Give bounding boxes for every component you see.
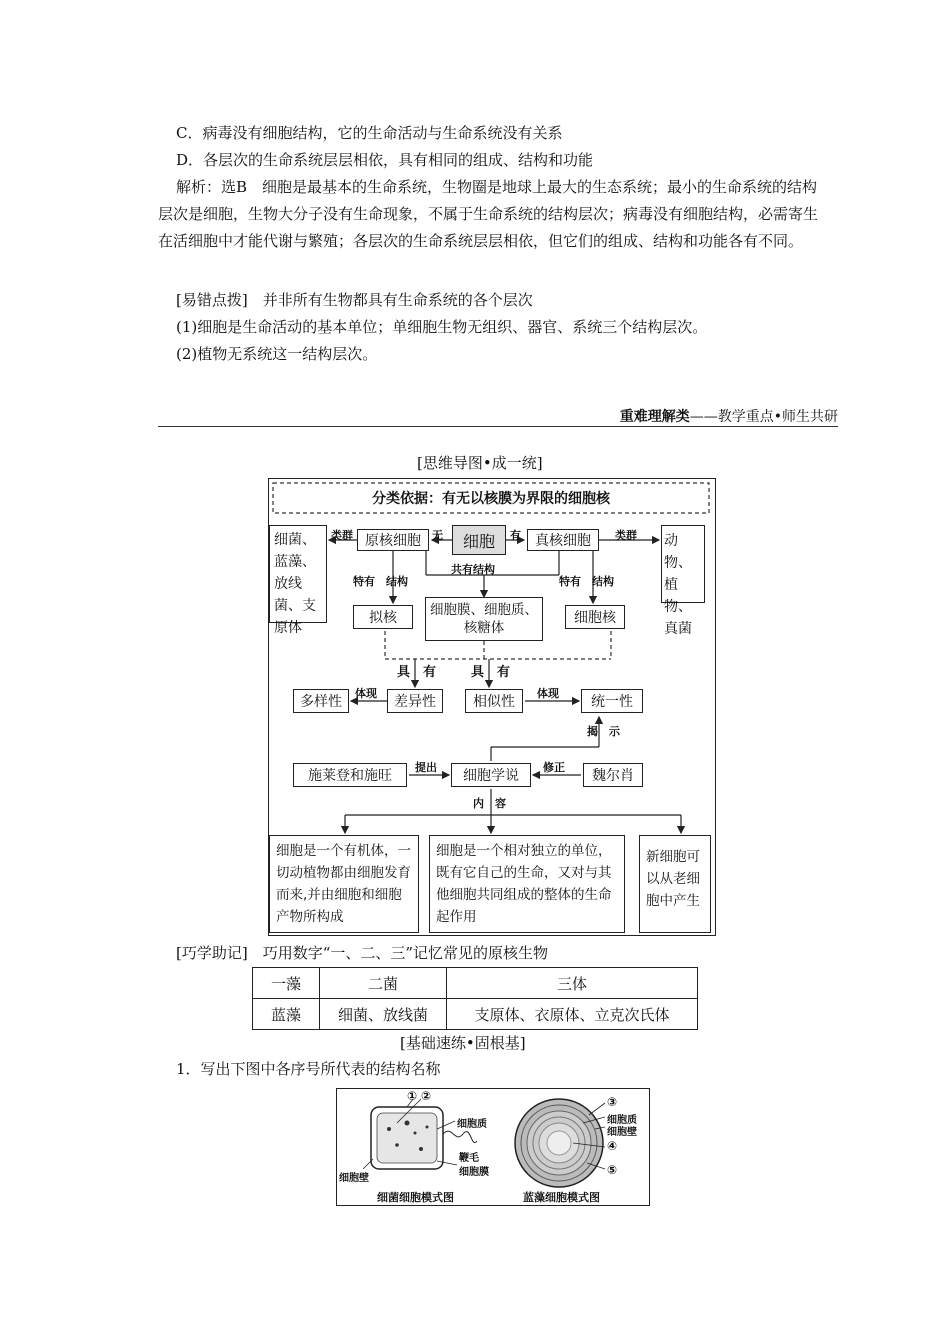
special-label-right: 特有 结构: [559, 575, 614, 588]
banner-rest: ——教学重点•师生共研: [689, 409, 838, 425]
label-n4: ④: [607, 1139, 618, 1153]
schleiden-schwann-node: 施莱登和施旺: [293, 763, 407, 787]
table-cell: 蓝藻: [253, 999, 320, 1030]
theory-content-1: 细胞是一个有机体，一切动植物都由细胞发育而来,并由细胞和细胞产物所构成: [269, 835, 419, 933]
common-label: 共有结构: [451, 563, 495, 576]
label-wall: 细胞壁: [339, 1173, 369, 1184]
label-membrane: 细胞膜: [459, 1167, 489, 1178]
label-cytoplasm-right: 细胞质: [607, 1115, 637, 1126]
special-label-left: 特有 结构: [353, 575, 408, 588]
theory-content-2: 细胞是一个相对独立的单位，既有它自己的生命，又对与其他细胞共同组成的整体的生命起作用: [429, 835, 625, 933]
banner-tag: [606, 406, 838, 426]
cell-theory-node: 细胞学说: [451, 763, 531, 787]
error-tip-item-1: (1)细胞是生命活动的基本单位；单细胞生物无组织、器官、系统三个结构层次。: [176, 318, 708, 336]
similarity-node: 相似性: [465, 689, 523, 713]
theory-content-3: 新细胞可以从老细胞中产生: [639, 835, 711, 933]
error-tip-item-2: (2)植物无系统这一结构层次。: [176, 345, 378, 363]
diversity-node: 多样性: [293, 689, 349, 713]
criterion-label: 分类依据：有无以核膜为界限的细胞核: [372, 491, 610, 507]
content-label: 内 容: [473, 797, 506, 810]
prokaryote-node: 原核细胞: [357, 529, 429, 551]
cell-node: 细胞: [452, 525, 506, 555]
table-row: [253, 999, 698, 1030]
has-label-right: 具 有: [471, 665, 511, 680]
banner-bold: 重难理解类: [619, 409, 690, 425]
has-label-left: 具 有: [397, 665, 437, 680]
common-structures-node: 细胞膜、细胞质、核糖体: [425, 597, 543, 641]
eukaryote-node: 真核细胞: [527, 529, 599, 551]
eukaryote-examples: 动物、植物、真菌: [661, 525, 705, 603]
algae-caption: 蓝藻细胞模式图: [523, 1191, 600, 1204]
question-1: 1．写出下图中各序号所代表的结构名称: [176, 1060, 441, 1078]
group-label-left: 类群: [331, 529, 353, 542]
label-wall-right: 细胞壁: [607, 1127, 637, 1138]
reflect-label-left: 体现: [355, 687, 377, 700]
difference-node: 差异性: [387, 689, 443, 713]
virchow-node: 魏尔肖: [583, 763, 643, 787]
label-n5: ⑤: [607, 1163, 618, 1177]
mindmap-heading: [思维导图•成一统]: [417, 454, 543, 472]
table-cell: 二菌: [320, 968, 447, 999]
table-cell: 三体: [447, 968, 698, 999]
memory-table: [252, 967, 698, 1030]
table-cell: 支原体、衣原体、立克次氏体: [447, 999, 698, 1030]
label-flagellum: 鞭毛: [459, 1153, 479, 1164]
banner-rule: [158, 426, 838, 427]
cell-figure: [336, 1088, 650, 1206]
error-tip-title: [易错点拨] 并非所有生物都具有生命系统的各个层次: [176, 291, 533, 309]
table-cell: 一藻: [253, 968, 320, 999]
nucleus-node: 细胞核: [565, 605, 625, 629]
label-n1: ①: [407, 1089, 418, 1103]
label-n2: ②: [421, 1089, 432, 1103]
unity-node: 统一性: [581, 689, 643, 713]
table-cell: 细菌、放线菌: [320, 999, 447, 1030]
analysis-text: 解析：选B 细胞是最基本的生命系统，生物圈是地球上最大的生态系统；最小的生命系统的结构层次是细胞，生物大分子没有生命现象，不属于生命系统的结构层次；病毒没有细胞结构，必需寄生在活细胞中才能代谢与繁殖；各层次的生命系统层层相依，但它们的组成、结构和功能各有不同。: [158, 178, 819, 250]
table-row: [253, 968, 698, 999]
has-label: 有: [510, 529, 521, 542]
reflect-label-right: 体现: [537, 687, 559, 700]
cell-illustrations: [337, 1089, 649, 1205]
memory-title: [巧学助记] 巧用数字“一、二、三”记忆常见的原核生物: [176, 944, 549, 962]
section-banner: [158, 398, 838, 434]
mindmap-diagram: [268, 478, 716, 936]
nucleoid-node: 拟核: [353, 605, 413, 629]
reveal-label: 揭 示: [587, 725, 620, 738]
prokaryote-examples: 细菌、蓝藻、放线菌、支原体: [269, 525, 327, 623]
none-label: 无: [432, 529, 443, 542]
label-cytoplasm: 细胞质: [457, 1119, 487, 1130]
group-label-right: 类群: [615, 529, 637, 542]
practice-heading: [基础速练•固根基]: [400, 1034, 526, 1052]
label-n3: ③: [607, 1095, 618, 1109]
option-d: D．各层次的生命系统层层相依，具有相同的组成、结构和功能: [176, 151, 594, 169]
option-c: C．病毒没有细胞结构，它的生命活动与生命系统没有关系: [176, 124, 563, 142]
propose-label: 提出: [415, 761, 437, 774]
bacteria-caption: 细菌细胞模式图: [377, 1191, 454, 1204]
revise-label: 修正: [543, 761, 565, 774]
